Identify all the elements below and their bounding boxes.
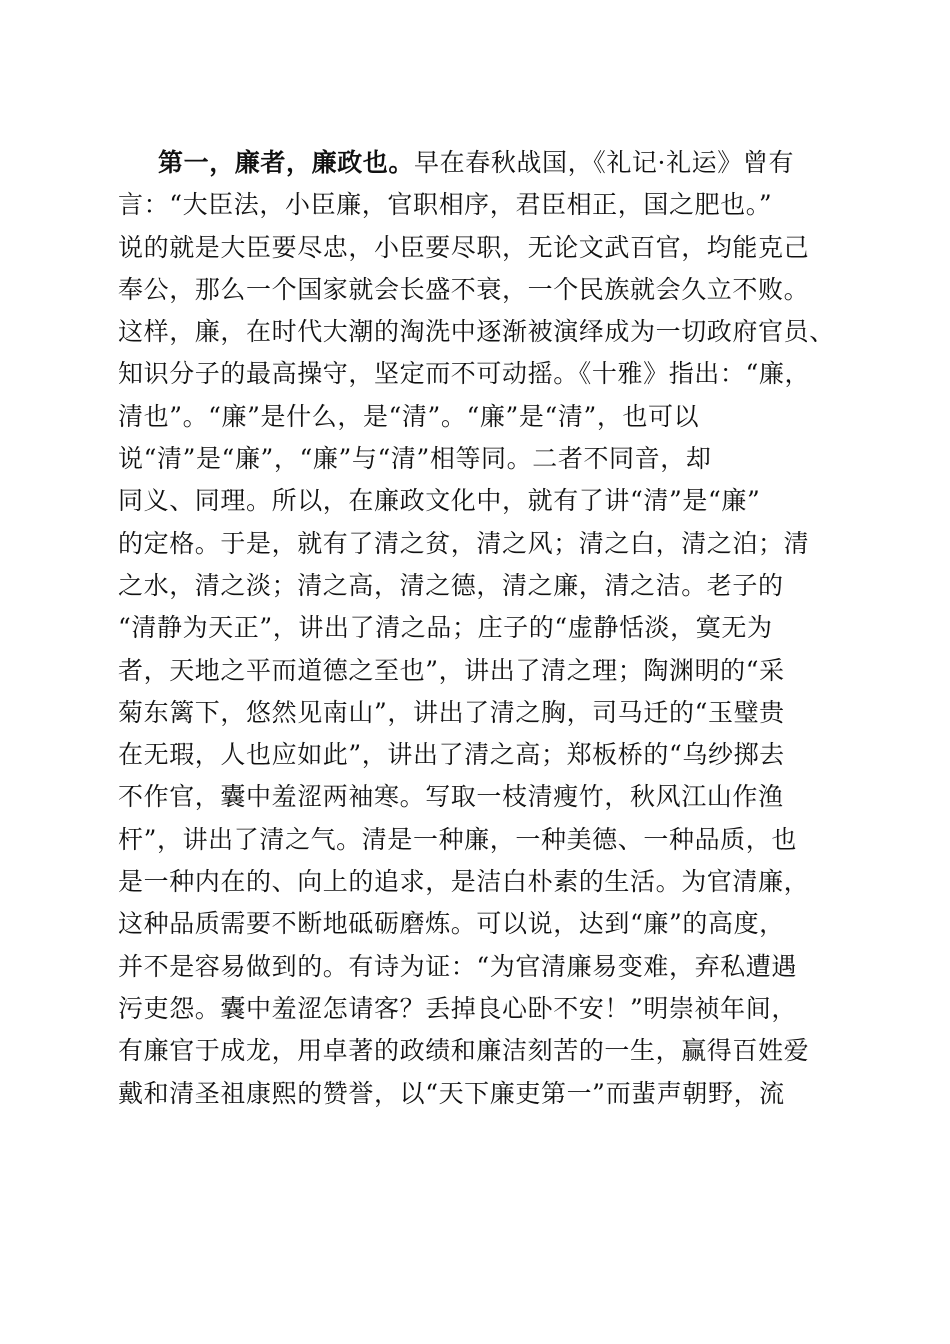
line-text: 早在春秋战国，《礼记·礼运》曾有: [414, 148, 795, 177]
paragraph-line: 奉公，那么一个国家就会长盛不衰，一个民族就会久立不败。: [118, 274, 810, 304]
paragraph-line: 言：“大臣法，小臣廉，官职相序，君臣相正，国之肥也。”: [118, 190, 773, 220]
paragraph-line: 这种品质需要不断地砥砺磨炼。可以说，达到“廉”的高度，: [118, 909, 785, 939]
paragraph-line: 菊东篱下，悠然见南山”，讲出了清之胸，司马迁的“玉璧贵: [118, 697, 785, 727]
paragraph-line: “清静为天正”，讲出了清之品；庄子的“虚静恬淡，寞无为: [118, 613, 773, 643]
paragraph-line: 说的就是大臣要尽忠，小臣要尽职，无论文武百官，均能克己: [118, 232, 810, 262]
paragraph-line: 者，天地之平而道德之至也”，讲出了清之理；陶渊明的“采: [118, 655, 785, 685]
paragraph-line: 在无瑕，人也应如此”，讲出了清之高；郑板桥的“乌纱掷去: [118, 740, 785, 770]
paragraph-lead: 第一，廉者，廉政也。: [158, 148, 415, 177]
paragraph-line: 并不是容易做到的。有诗为证：“为官清廉易变难，弃私遭遇: [118, 951, 797, 981]
paragraph-line: 的定格。于是，就有了清之贫，清之风；清之白，清之泊；清: [118, 528, 810, 558]
paragraph-line: 之水，清之淡；清之高，清之德，清之廉，清之洁。老子的: [118, 570, 784, 600]
paragraph-line: 戴和清圣祖康熙的赞誉，以“天下廉吏第一”而蜚声朝野，流: [118, 1078, 785, 1108]
paragraph-line: 有廉官于成龙，用卓著的政绩和廉洁刻苦的一生，赢得百姓爱: [118, 1036, 810, 1066]
paragraph-line: 杆”，讲出了清之气。清是一种廉，一种美德、一种品质，也: [118, 824, 797, 854]
paragraph-line: 同义、同理。所以，在廉政文化中，就有了讲“清”是“廉”: [118, 486, 761, 516]
body-paragraph: [118, 142, 835, 1115]
paragraph-line: 是一种内在的、向上的追求，是洁白朴素的生活。为官清廉，: [118, 867, 810, 897]
paragraph-line: 污吏怨。囊中羞涩怎请客？丢掉良心卧不安！”明崇祯年间，: [118, 993, 797, 1023]
paragraph-line: 这样，廉，在时代大潮的淘洗中逐渐被演绎成为一切政府官员、: [118, 317, 835, 347]
paragraph-line: 说“清”是“廉”，“廉”与“清”相等同。二者不同音，却: [118, 444, 712, 474]
paragraph-line: 知识分子的最高操守，坚定而不可动摇。《十雅》指出：“廉，: [118, 359, 811, 389]
paragraph-line: [118, 142, 830, 184]
paragraph-line: 清也”。“廉”是什么，是“清”。“廉”是“清”，也可以: [118, 401, 700, 431]
paragraph-line: 不作官，囊中羞涩两袖寒。写取一枝清瘦竹，秋风江山作渔: [118, 782, 784, 812]
